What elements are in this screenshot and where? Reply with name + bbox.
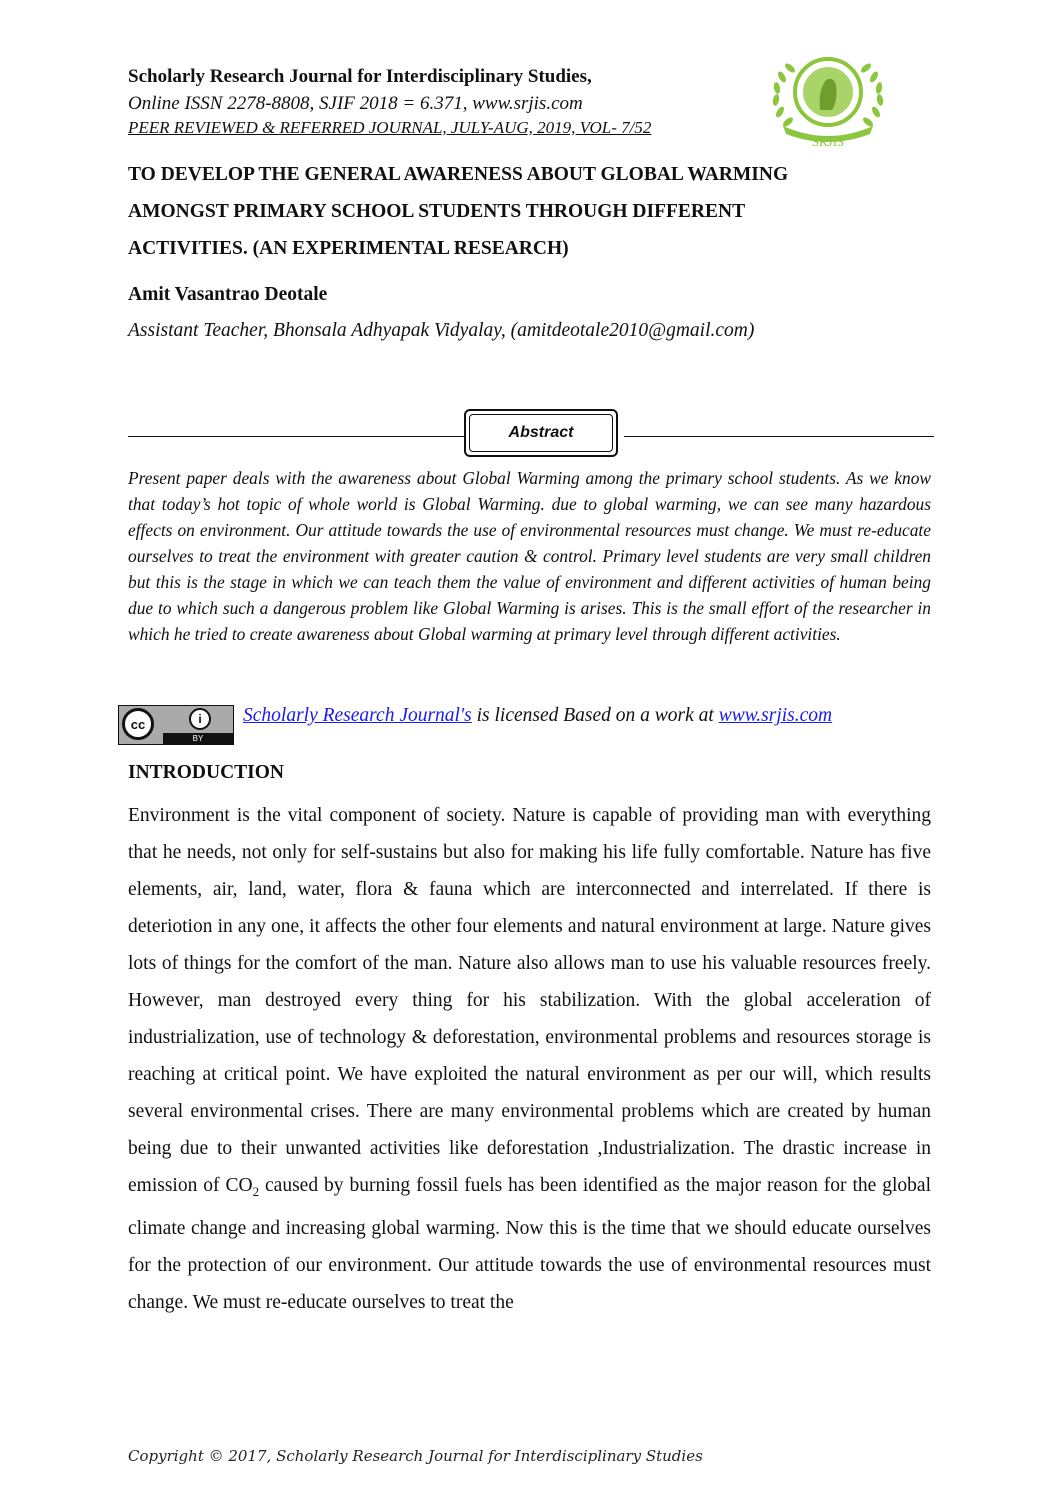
svg-text:SRJIS: SRJIS (811, 134, 845, 149)
license-text: is licensed Based on a work at (471, 705, 719, 726)
copyright-footer: Copyright © 2017, Scholarly Research Journal for Interdisciplinary Studies (128, 1447, 703, 1465)
author-affiliation: Assistant Teacher, Bhonsala Adhyapak Vidyalay, (amitdeotale2010@gmail.com) (128, 320, 755, 341)
creative-commons-icon: cc (122, 708, 154, 740)
by-label: BY (163, 733, 233, 744)
cc-by-license-badge[interactable] (118, 705, 234, 745)
title-line: TO DEVELOP THE GENERAL AWARENESS ABOUT GLOBAL WARMING (128, 164, 789, 185)
section-heading: INTRODUCTION (128, 762, 285, 783)
attribution-icon: i (189, 708, 211, 730)
introduction-text (128, 797, 931, 1321)
intro-part-1: Environment is the vital component of society. Nature is capable of providing man with everything that he needs, not only for self-sustains but also for making his life fully comfortable. Nature has five elements, air, land, water, flora & fauna which are interconnected and interrelated. If there is deteriotion in any one, it affects the other four elements and natural environment at large. Nature gives lots of things for the comfort of the man. Nature also allows man to use his valuable resources freely. However, man destroyed every thing for his stabilization. With the global acceleration of industrialization, use of technology & deforestation, environmental problems and resources storage is reaching at critical point. We have exploited the natural environment as per our will, which results several environmental crises. There are many environmental problems which are created by human being due to their unwanted activities like deforestation ,Industrialization. The drastic increase in emission of CO (128, 805, 931, 1196)
abstract-label: Abstract (508, 424, 574, 441)
journal-logo (758, 50, 898, 150)
title-line: ACTIVITIES. (AN EXPERIMENTAL RESEARCH) (128, 238, 569, 259)
co2-subscript: 2 (252, 1183, 260, 1199)
abstract-rule-right (624, 436, 934, 437)
abstract-label-box (464, 409, 618, 457)
abstract-rule-left (128, 436, 464, 437)
website-link[interactable]: www.srjis.com (718, 705, 833, 726)
journal-issn: Online ISSN 2278-8808, SJIF 2018 = 6.371, www.srjis.com (128, 93, 583, 114)
journal-link[interactable]: Scholarly Research Journal's (243, 705, 472, 726)
journal-name: Scholarly Research Journal for Interdisciplinary Studies, (128, 66, 592, 87)
paper-title (128, 156, 928, 267)
abstract-text: Present paper deals with the awareness about Global Warming among the primary school students. As we know that today’s hot topic of whole world is Global Warming. due to global warming, we can see many hazardous effects on environment. Our attitude towards the use of environmental resources must change. We must re-educate ourselves to treat the environment with greater caution & control. Primary level students are very small children but this is the stage in which we can teach them the value of environment and different activities of human being due to which such a dangerous problem like Global Warming is arises. This is the small effort of the researcher in which he tried to create awareness about Global warming at primary level through different activities. (128, 468, 931, 644)
svg-text:2012: 2012 (821, 117, 835, 123)
intro-part-2: caused by burning fossil fuels has been identified as the major reason for the global climate change and increasing global warming. Now this is the time that we should educate ourselves for the protection of our environment. Our attitude towards the use of environmental resources must change. We must re-educate ourselves to treat the (128, 1175, 931, 1313)
title-line: AMONGST PRIMARY SCHOOL STUDENTS THROUGH DIFFERENT (128, 201, 746, 222)
license-statement (243, 705, 832, 727)
author-name: Amit Vasantrao Deotale (128, 284, 328, 305)
journal-issue: PEER REVIEWED & REFERRED JOURNAL, JULY-AUG, 2019, VOL- 7/52 (128, 118, 652, 137)
